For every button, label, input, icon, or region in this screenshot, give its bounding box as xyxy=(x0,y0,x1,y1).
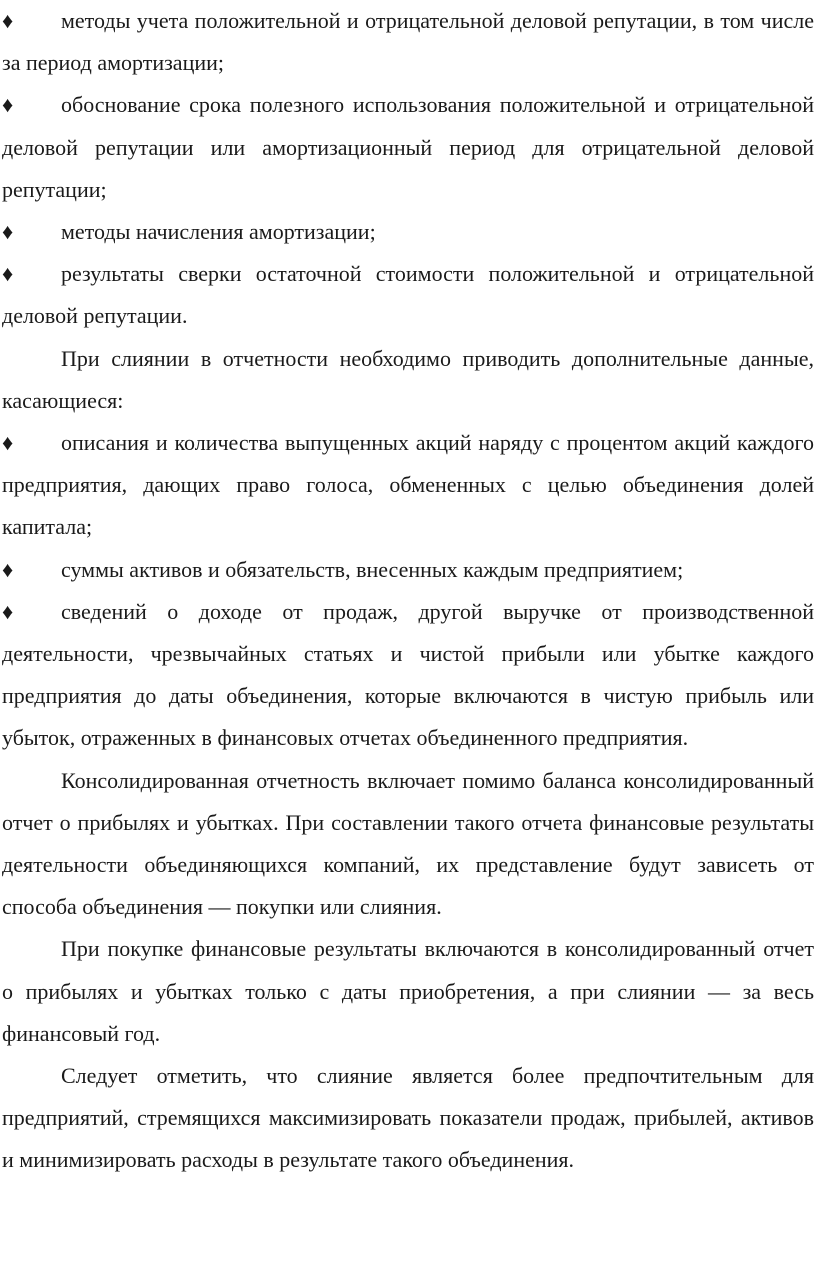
diamond-bullet-icon: ♦ xyxy=(2,430,14,456)
bullet-text: суммы активов и обязательств, внесенных каждым предприятием; xyxy=(61,556,684,582)
bullet-item xyxy=(2,84,814,211)
bullet-item xyxy=(2,422,814,549)
diamond-bullet-icon: ♦ xyxy=(2,8,14,33)
bullet-text: методы начисления амортизации; xyxy=(61,219,376,245)
bullet-text: описания и количества выпущенных акций наряду с процентом акций каждого предприятия, дающих право голоса, обмененных с целью объединения долей капитала; xyxy=(2,430,814,540)
bullet-item xyxy=(2,549,814,591)
bullet-text: сведений о доходе от продаж, другой выручке от производственной деятельности, чрезвычайных статьях и чистой прибыли или убытке каждого предприятия до даты объединения, которые включаются в чистую прибыль или убыток, отраженных в финансовых отчетах объединенного предприятия. xyxy=(2,598,814,751)
bullet-text: методы учета положительной и отрицательной деловой репутации, в том числе за период амортизации; xyxy=(2,8,814,76)
bullet-item xyxy=(2,0,814,84)
diamond-bullet-icon: ♦ xyxy=(2,598,14,624)
paragraph: Консолидированная отчетность включает помимо баланса консолидированный отчет о прибылях и убытках. При составлении такого отчета финансовые результаты деятельности объединяющихся компаний, их представление будут зависеть от способа объединения — покупки или слияния. xyxy=(2,767,814,920)
diamond-bullet-icon: ♦ xyxy=(2,92,14,118)
bullet-item xyxy=(2,211,814,253)
diamond-bullet-icon: ♦ xyxy=(2,219,14,245)
bullet-text: результаты сверки остаточной стоимости положительной и отрицательной деловой репутации. xyxy=(2,261,814,329)
diamond-bullet-icon: ♦ xyxy=(2,556,14,582)
paragraph: При покупке финансовые результаты включаются в консолидированный отчет о прибылях и убытках только с даты приобретения, а при слиянии — за весь финансовый год. xyxy=(2,936,814,1046)
diamond-bullet-icon: ♦ xyxy=(2,261,14,287)
paragraph: Следует отметить, что слияние является более предпочтительным для предприятий, стремящихся максимизировать показатели продаж, прибылей, активов и минимизировать расходы в результате такого объединения. xyxy=(2,1063,814,1173)
bullet-text: обоснование срока полезного использования положительной и отрицательной деловой репутации или амортизационный период для отрицательной деловой репутации; xyxy=(2,92,814,202)
bullet-item xyxy=(2,591,814,760)
bullet-item xyxy=(2,253,814,337)
paragraph: При слиянии в отчетности необходимо приводить дополнительные данные, касающиеся: xyxy=(2,345,814,413)
